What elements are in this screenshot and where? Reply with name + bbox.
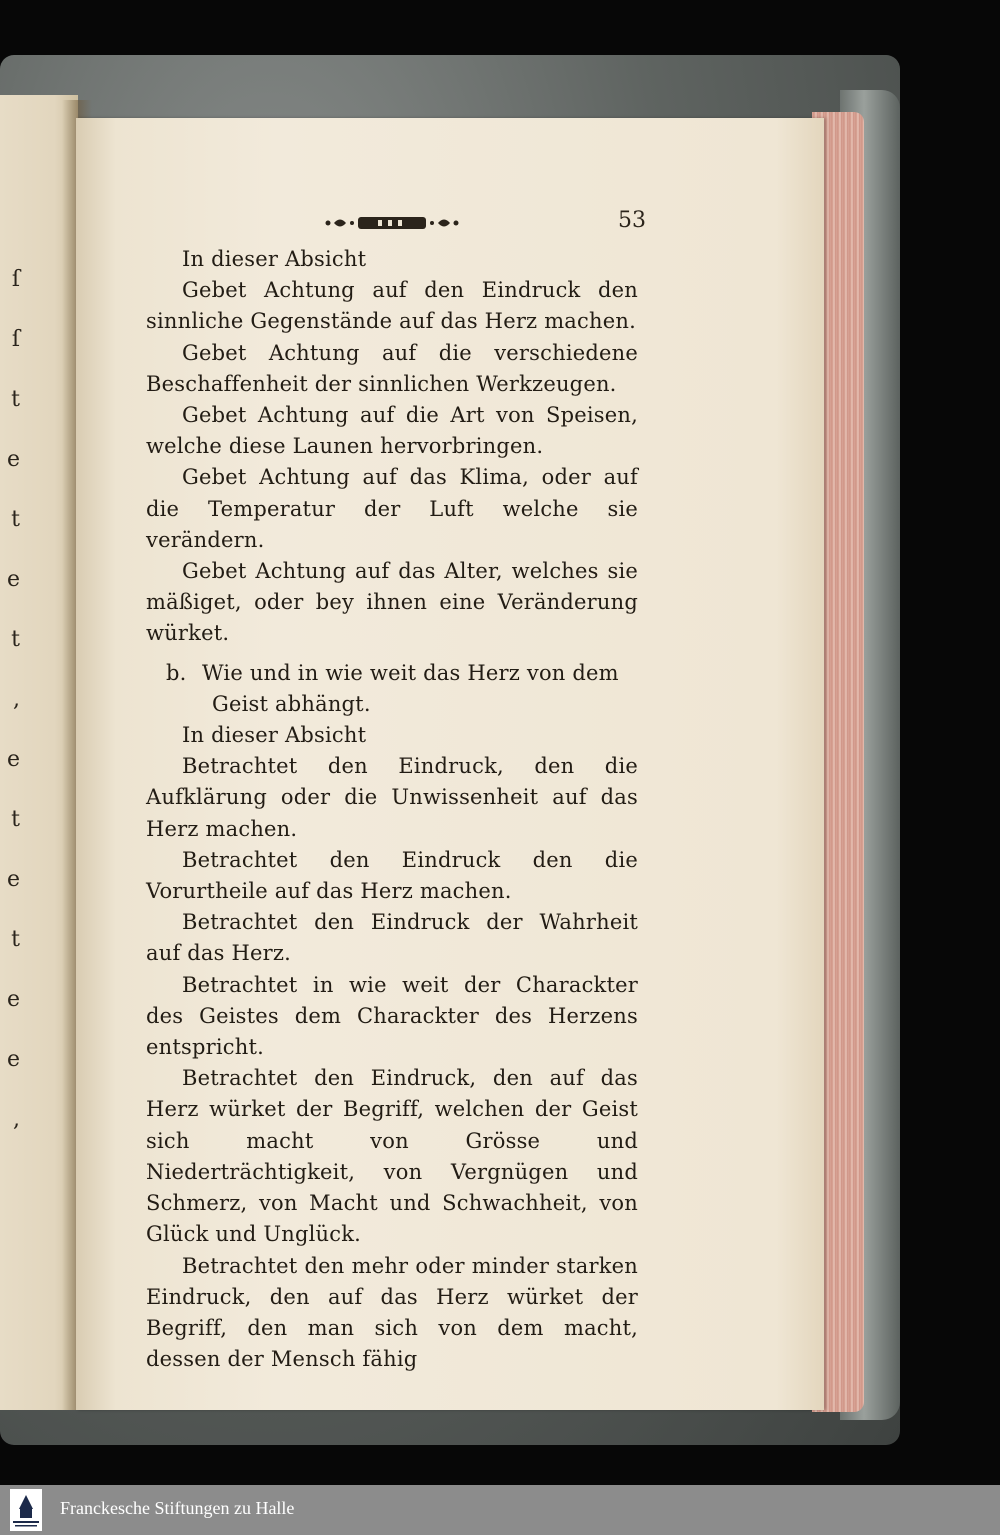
section-heading-line2: Geist abhängt. xyxy=(212,691,371,716)
section-heading-b xyxy=(146,658,638,720)
paragraph: Betrachtet den mehr oder minder starken Eindruck, den auf das Herz würket der Begriff, den man sich von dem macht, dessen der Mensch fähig xyxy=(146,1253,638,1372)
paragraph: Betrachtet den Eindruck der Wahrheit auf das Herz. xyxy=(146,910,638,966)
paragraph: Betrachtet den Eindruck den die Vorurtheile auf das Herz machen. xyxy=(146,847,638,904)
paragraph: Betrachtet den Eindruck, den die Aufklärung oder die Unwissenheit auf das Herz machen. xyxy=(146,754,638,841)
section-label: b. xyxy=(166,660,187,685)
section-heading-line1: Wie und in wie weit das Herz von dem xyxy=(202,660,619,685)
paragraph: Gebet Achtung auf das Alter, welches sie mäßiget, oder bey ihnen eine Veränderung würket. xyxy=(146,559,638,646)
paragraph: Betrachtet in wie weit der Charackter des Geistes dem Charackter des Herzens entspricht. xyxy=(146,972,638,1060)
paragraph: Betrachtet den Eindruck, den auf das Herz würket der Begriff, welchen der Geist sich macht von Grösse und Niederträchtigkeit, von Vergnügen und Schmerz, von Macht und Schwachheit, von Glück und Unglück. xyxy=(146,1066,638,1247)
paragraph-intro: In dieser Absicht xyxy=(182,247,367,271)
left-page-text-fragments: ſ ſ t e t e t , e t e t e e , xyxy=(6,267,20,1132)
paragraph: Gebet Achtung auf die verschiedene Beschaffenheit der sinnlichen Werkzeugen. xyxy=(146,340,638,396)
page-number: 53 xyxy=(618,208,646,233)
franckesche-stiftungen-logo-icon xyxy=(10,1489,42,1531)
page-body-text xyxy=(146,244,638,1375)
footer-bar xyxy=(0,1485,1000,1535)
paragraph: Gebet Achtung auf das Klima, oder auf die Temperatur der Luft welche sie verändern. xyxy=(146,465,638,552)
paragraph: Gebet Achtung auf den Eindruck den sinnliche Gegenstände auf das Herz machen. xyxy=(146,278,638,334)
footer-institution-name: Franckesche Stiftungen zu Halle xyxy=(60,1498,295,1518)
paragraph-intro: In dieser Absicht xyxy=(182,723,367,748)
header-ornament-icon xyxy=(322,212,462,234)
paragraph: Gebet Achtung auf die Art von Speisen, welche diese Launen hervorbringen. xyxy=(146,403,638,459)
